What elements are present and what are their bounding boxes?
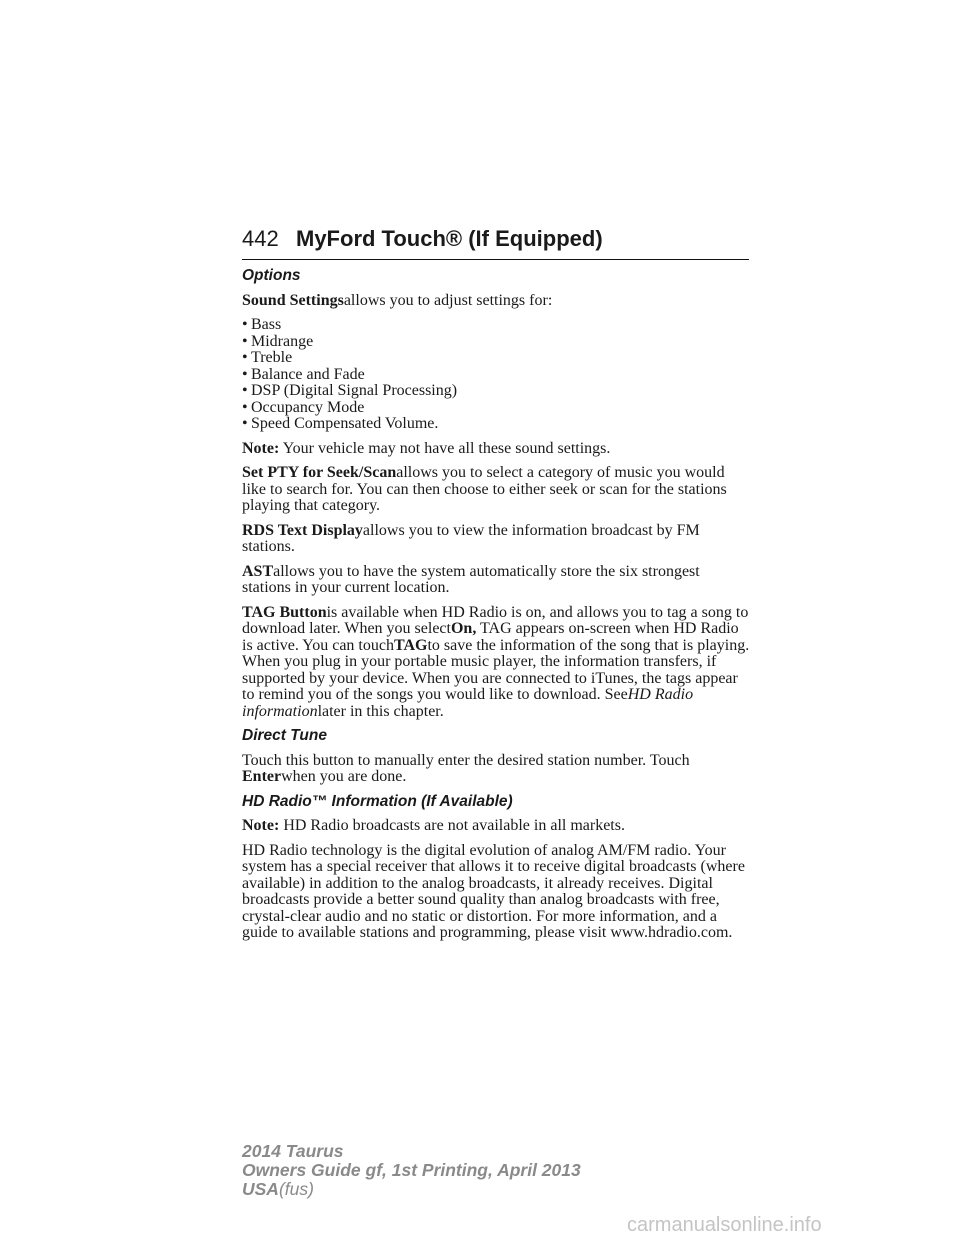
ast-lead: AST bbox=[242, 562, 274, 580]
pty-lead: Set PTY for Seek/Scan bbox=[242, 464, 397, 481]
chapter-title: MyFord Touch® (If Equipped) bbox=[296, 226, 603, 251]
rds-lead: RDS Text Display bbox=[242, 521, 363, 539]
tag-text-3: to save the information of the song that is playing. When you plug in your portable music player, the information transfers, if supported by your device. When you are connected to iTunes, the tags appear to remind you of the songs you would like to download. See bbox=[242, 636, 750, 703]
tag-text-2: TAG appears on-screen when HD Radio is active. You can touch bbox=[242, 620, 739, 654]
tag-paragraph bbox=[242, 605, 752, 721]
page-number: 442 bbox=[242, 226, 279, 251]
watermark: carmanualsonline.info bbox=[627, 1214, 822, 1236]
rds-paragraph bbox=[242, 523, 752, 556]
list-item-text: Balance and Fade bbox=[251, 365, 365, 383]
direct-tune-text-2: when you are done. bbox=[281, 768, 407, 785]
hd-radio-note bbox=[242, 818, 752, 835]
hd-radio-heading: HD Radio™ Information (If Available) bbox=[242, 792, 513, 810]
list-item-text: DSP (Digital Signal Processing) bbox=[251, 382, 458, 399]
footer-region-code: (fus) bbox=[278, 1179, 314, 1199]
sound-note bbox=[242, 441, 752, 458]
footer-line-3 bbox=[242, 1180, 581, 1199]
bullet-icon: • bbox=[242, 398, 248, 416]
list-item-text: Bass bbox=[251, 316, 282, 333]
pty-paragraph bbox=[242, 465, 752, 515]
note-lead: Note: bbox=[242, 439, 280, 457]
list-item bbox=[242, 350, 752, 367]
bullet-icon: • bbox=[242, 415, 248, 432]
sound-settings-text: allows you to adjust settings for: bbox=[343, 291, 553, 309]
note-text: HD Radio broadcasts are not available in all markets. bbox=[283, 817, 625, 834]
list-item bbox=[242, 383, 752, 400]
list-item-text: Occupancy Mode bbox=[251, 398, 365, 416]
sound-settings-list bbox=[242, 317, 752, 433]
ast-text: allows you to have the system automatically store the six strongest stations in your current location. bbox=[242, 562, 700, 596]
direct-tune-enter: Enter bbox=[242, 768, 282, 785]
rds-text: allows you to view the information broadcast by FM stations. bbox=[242, 521, 700, 555]
page-footer bbox=[242, 1142, 581, 1199]
tag-text-4: later in this chapter. bbox=[317, 702, 444, 720]
list-item-text: Treble bbox=[251, 349, 293, 366]
options-heading: Options bbox=[242, 267, 301, 284]
direct-tune-heading: Direct Tune bbox=[242, 727, 327, 744]
list-item bbox=[242, 367, 752, 384]
direct-tune-paragraph bbox=[242, 753, 752, 786]
footer-region: USA bbox=[242, 1179, 279, 1199]
list-item-text: Midrange bbox=[251, 332, 314, 350]
list-item-text: Speed Compensated Volume. bbox=[251, 415, 439, 432]
tag-text-1: is available when HD Radio is on, and allows you to tag a song to download later. When you select bbox=[242, 603, 749, 637]
footer-line-1: 2014 Taurus bbox=[242, 1141, 344, 1161]
hd-radio-body: HD Radio technology is the digital evolution of analog AM/FM radio. Your system has a special receiver that allows it to receive digital broadcasts (where available) in addition to the analog broadcasts, it already receives. Digital broadcasts provide a better sound quality than analog broadcasts with free, crystal-clear audio and no static or distortion. For more information, and a guide to available stations and programming, please visit www.hdradio.com. bbox=[242, 841, 745, 941]
bullet-icon: • bbox=[242, 382, 248, 399]
list-item bbox=[242, 317, 752, 334]
hd-radio-info-link[interactable]: HD Radio information bbox=[242, 686, 694, 720]
sound-settings-paragraph bbox=[242, 293, 752, 310]
list-item bbox=[242, 416, 752, 433]
tag-lead: TAG Button bbox=[242, 603, 327, 621]
bullet-icon: • bbox=[242, 332, 248, 350]
direct-tune-text-1: Touch this button to manually enter the desired station number. Touch bbox=[242, 751, 690, 769]
note-lead: Note: bbox=[242, 817, 280, 834]
footer-line-2: Owners Guide gf, 1st Printing, April 2013 bbox=[242, 1160, 581, 1180]
ast-paragraph bbox=[242, 564, 752, 597]
list-item bbox=[242, 400, 752, 417]
tag-word: TAG bbox=[393, 636, 428, 654]
bullet-icon: • bbox=[242, 316, 248, 333]
list-item bbox=[242, 334, 752, 351]
page-body bbox=[242, 268, 752, 950]
bullet-icon: • bbox=[242, 365, 248, 383]
sound-settings-lead: Sound Settings bbox=[242, 291, 344, 309]
note-text: Your vehicle may not have all these sound settings. bbox=[282, 439, 611, 457]
bullet-icon: • bbox=[242, 349, 248, 366]
tag-on: On, bbox=[450, 620, 477, 637]
pty-text: allows you to select a category of music you would like to search for. You can then choose to either seek or scan for the stations playing that category. bbox=[242, 464, 727, 514]
header-rule bbox=[242, 259, 749, 260]
